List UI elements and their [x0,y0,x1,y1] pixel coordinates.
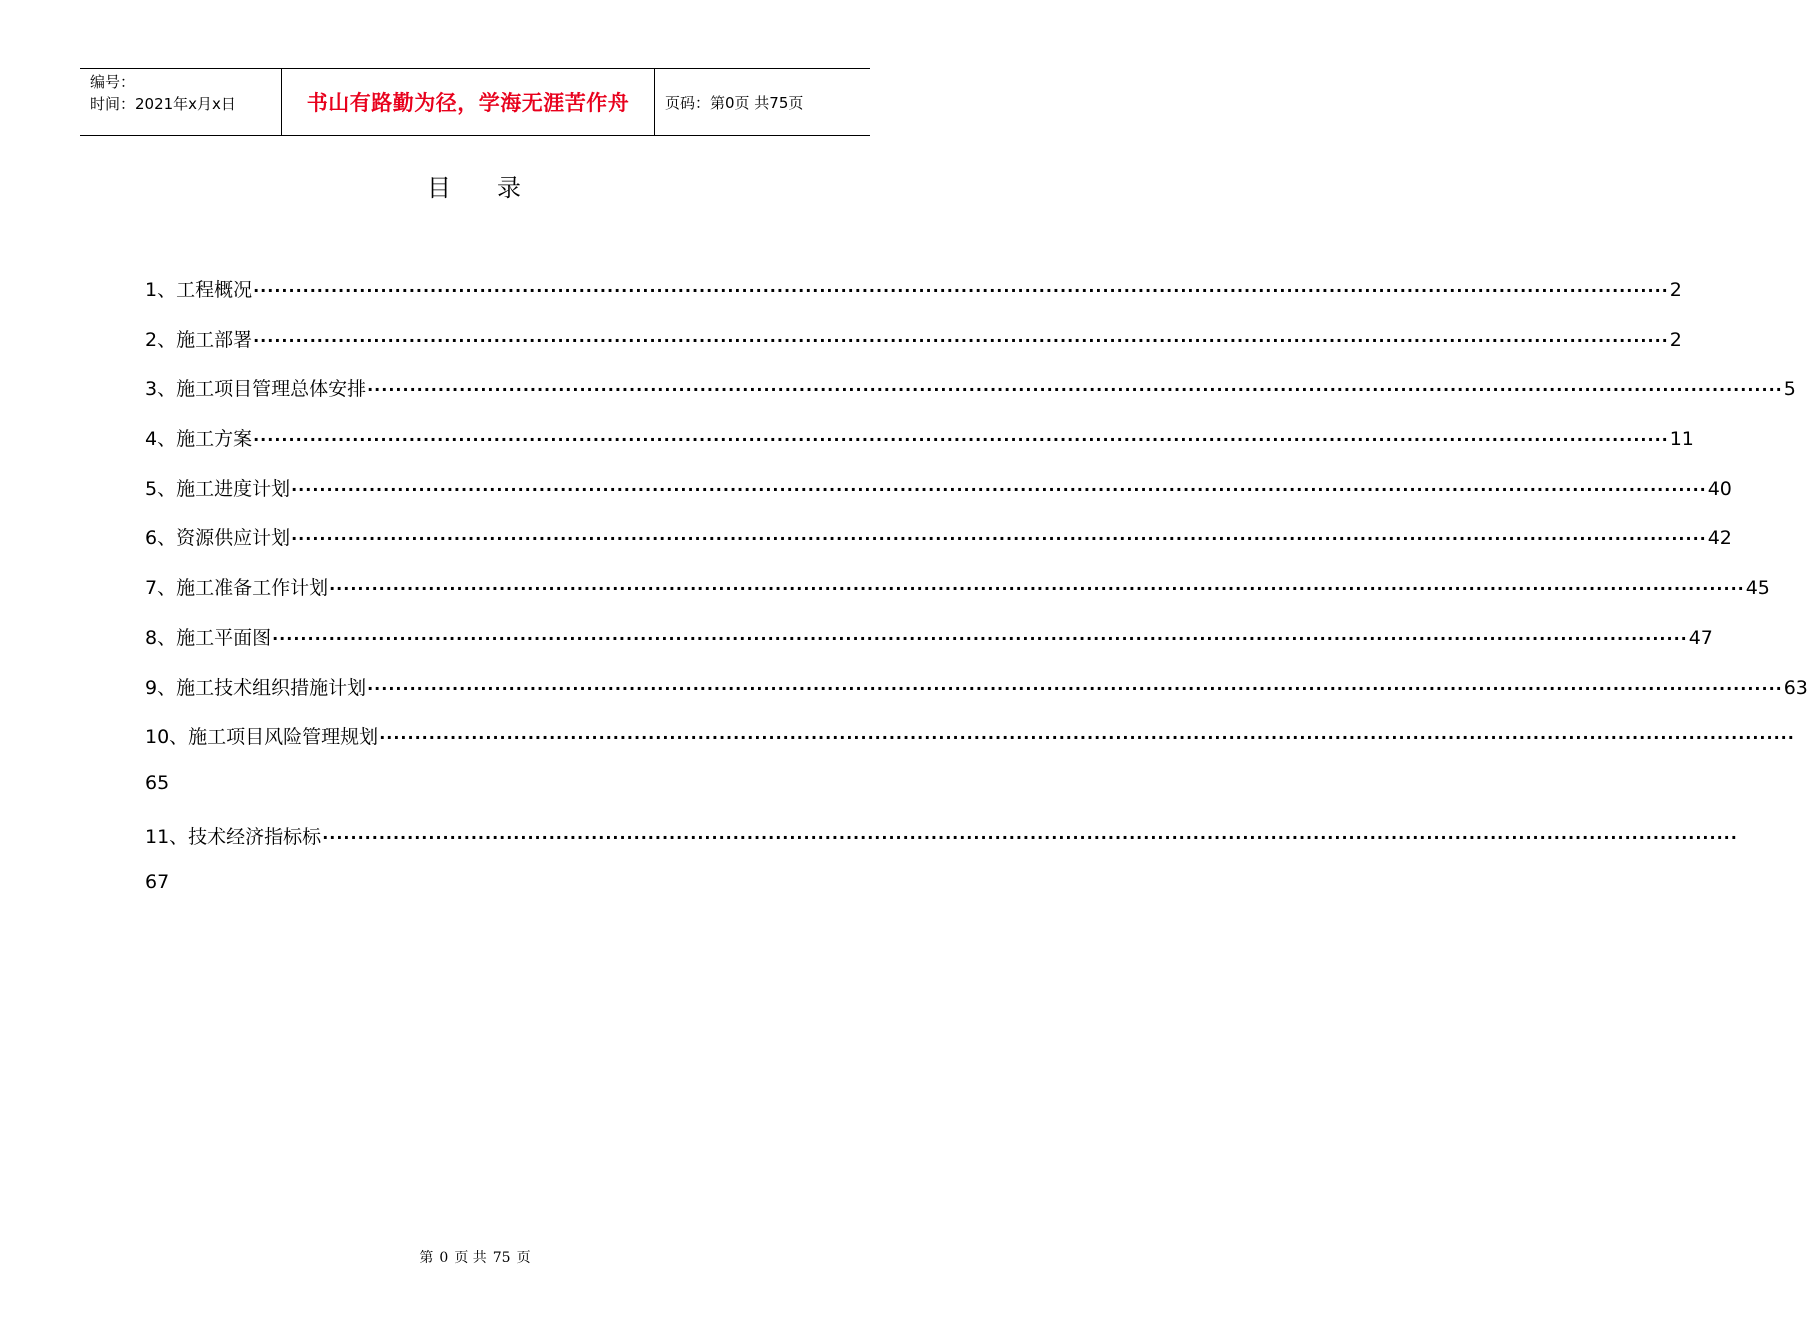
toc-entry-page: 42 [1707,527,1732,550]
toc-entry-page: 67 [145,871,170,894]
toc-entry-label: 10、施工项目风险管理规划 [145,726,379,749]
header-motto-cell [282,69,655,135]
toc-entry-4[interactable] [145,424,1694,474]
toc-entry-page: 2 [1669,328,1682,351]
toc-entry-page: 40 [1707,477,1732,500]
toc-leader-dots: ········································································································································································································ [291,529,1707,549]
toc-entry-label: 8、施工平面图 [145,626,272,649]
toc-entry-10[interactable] [145,722,1795,772]
toc-entry-6[interactable] [145,523,1732,573]
footer-page-suffix: 页 [516,1250,531,1266]
header-meta-cell [80,69,282,135]
toc-entry-3[interactable] [145,374,1796,424]
toc-entry-10-page-line[interactable] [145,772,805,822]
toc-entry-page: 11 [1669,428,1694,451]
toc-entry-page: 63 [1783,676,1808,699]
toc-entry-11-page-line[interactable] [145,871,805,921]
toc-entry-7[interactable] [145,573,1770,623]
toc-entry-page: 65 [145,771,170,794]
header-page-cell [655,69,870,135]
toc-entry-1[interactable] [145,275,1682,325]
toc-leader-dots: ········································································································································································································ [272,628,1688,648]
toc-leader-dots: ········································································································································································································ [379,728,1795,748]
toc-entry-label: 7、施工准备工作计划 [145,577,329,600]
toc-entry-9[interactable] [145,673,1808,723]
toc-leader-dots: ········································································································································································································ [329,579,1745,599]
toc-entry-label: 11、技术经济指标标 [145,825,322,848]
toc-entry-label: 5、施工进度计划 [145,477,291,500]
footer-page-total: 75 [492,1250,511,1266]
toc-entry-label: 1、工程概况 [145,279,253,301]
toc-leader-dots: ········································································································································································································ [291,479,1707,499]
document-header [80,68,870,136]
toc-entry-2[interactable] [145,325,1682,375]
toc-leader-dots: ········································································································································································································ [253,281,1669,300]
toc-leader-dots: ········································································································································································································ [367,678,1783,698]
toc-title-part2: 录 [497,174,523,202]
toc-entry-label: 4、施工方案 [145,428,253,451]
toc-entry-8[interactable] [145,623,1713,673]
toc-entry-5[interactable] [145,474,1732,524]
header-motto: 书山有路勤为径，学海无涯苦作舟 [306,91,630,115]
toc-entry-page: 5 [1783,378,1796,401]
toc-entry-label: 9、施工技术组织措施计划 [145,676,367,699]
toc-title-part1: 目 [427,174,453,202]
footer-page-mid: 页 共 [454,1250,487,1266]
table-of-contents [145,275,1808,921]
toc-leader-dots: ········································································································································································································ [253,330,1669,350]
toc-entry-page: 45 [1745,577,1770,600]
toc-entry-page: 47 [1688,626,1713,649]
toc-entry-label: 6、资源供应计划 [145,527,291,550]
document-time-label: 时间：2021年x月x日 [90,95,236,113]
page-footer [0,1247,950,1267]
toc-entry-page: 2 [1669,279,1682,301]
toc-leader-dots: ········································································································································································································ [367,380,1783,400]
toc-leader-dots: ········································································································································································································ [253,430,1669,450]
header-page-label: 页码：第0页 共75页 [665,93,804,112]
footer-page-prefix: 第 [419,1250,434,1266]
toc-entry-label: 3、施工项目管理总体安排 [145,378,367,401]
toc-title [0,168,950,203]
toc-leader-dots: ········································································································································································································ [322,827,1738,847]
toc-entry-label: 2、施工部署 [145,328,253,351]
footer-page-current: 0 [439,1250,449,1266]
document-number-label: 编号： [90,73,136,91]
toc-entry-11[interactable] [145,822,1738,872]
